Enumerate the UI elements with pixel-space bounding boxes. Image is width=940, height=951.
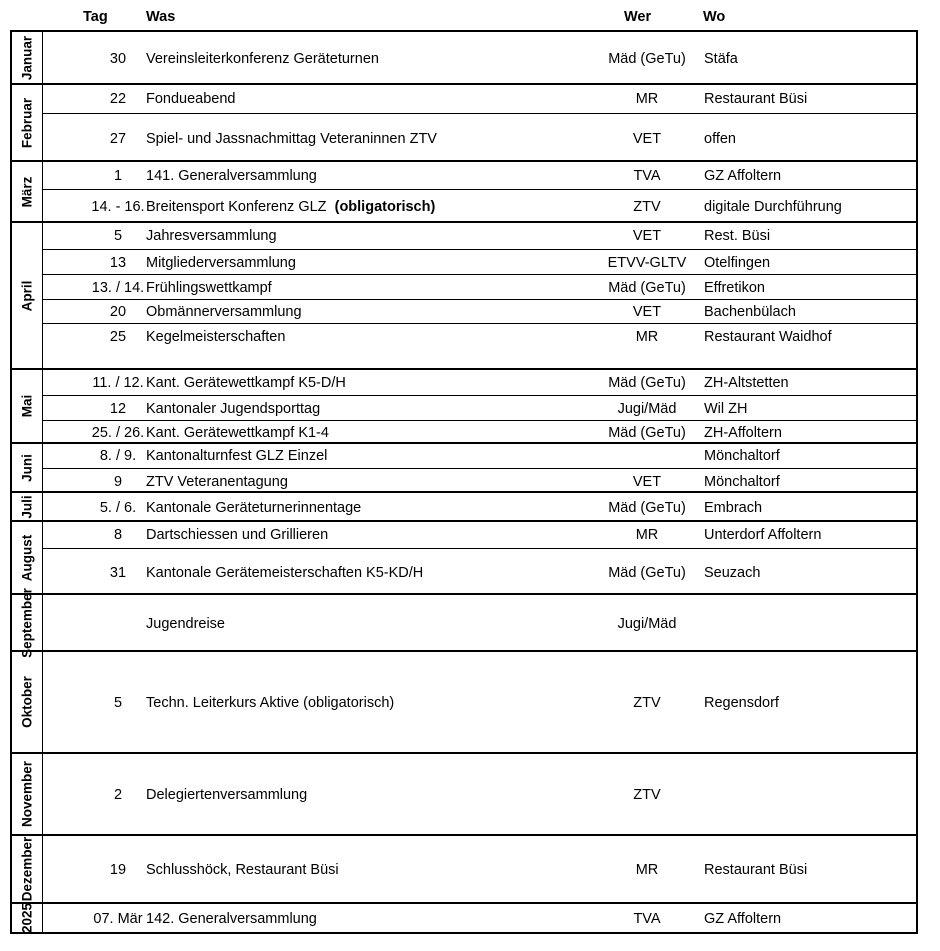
month-label xyxy=(12,836,43,902)
cell-tag: 22 xyxy=(109,91,127,107)
cell-wer: ZTV xyxy=(633,199,661,215)
cell-wer: ZTV xyxy=(633,787,661,803)
cell-wer: MR xyxy=(635,862,659,878)
cell-was: Frühlingswettkampf xyxy=(146,279,272,296)
cell-wo: Seuzach xyxy=(704,564,761,581)
cell-was: Fondueabend xyxy=(146,91,236,107)
cell-wo: Regensdorf xyxy=(704,695,779,711)
cell-tag: 1 xyxy=(113,167,123,184)
cell-wer: Mäd (GeTu) xyxy=(608,499,686,516)
month-label xyxy=(12,754,43,834)
cell-was xyxy=(146,199,435,215)
month-label xyxy=(12,85,43,160)
table-row xyxy=(42,493,916,522)
cell-was: Kant. Gerätewettkampf K1-4 xyxy=(146,425,329,441)
cell-was: 142. Generalversammlung xyxy=(146,911,317,927)
table-row xyxy=(42,113,916,163)
cell-wer: Mäd (GeTu) xyxy=(608,374,686,391)
cell-wer: ETVV-GLTV xyxy=(607,254,687,271)
cell-was-text: Breitensport Konferenz GLZ xyxy=(146,199,327,215)
table-row xyxy=(42,754,916,836)
cell-was: Kantonalturnfest GLZ Einzel xyxy=(146,448,328,464)
cell-was: Kegelmeisterschaften xyxy=(146,328,286,345)
month-block xyxy=(10,221,918,368)
table-row xyxy=(42,189,916,224)
cell-was: ZTV Veteranentagung xyxy=(146,473,288,490)
month-name: Dezember xyxy=(19,836,35,902)
header-wer: Wer xyxy=(624,9,652,25)
cell-wo: Restaurant Waidhof xyxy=(704,328,832,345)
cell-wer: TVA xyxy=(633,167,661,184)
cell-wer: TVA xyxy=(633,911,661,927)
month-label xyxy=(12,444,43,491)
cell-wo: Otelfingen xyxy=(704,254,771,271)
cell-was: Delegiertenversammlung xyxy=(146,787,308,803)
cell-wo: ZH-Affoltern xyxy=(704,425,782,441)
cell-wo: GZ Affoltern xyxy=(704,167,782,184)
table-row xyxy=(42,444,916,468)
cell-was: Jugendreise xyxy=(146,615,225,632)
cell-wer: Mäd (GeTu) xyxy=(608,425,686,441)
cell-tag: 5 xyxy=(113,695,123,711)
cell-was: Mitgliederversammlung xyxy=(146,254,296,271)
month-name: Oktober xyxy=(19,676,35,728)
month-block xyxy=(10,83,918,160)
cell-was: Vereinsleiterkonferenz Geräteturnen xyxy=(146,50,379,67)
month-name: 2025 xyxy=(19,902,35,934)
month-name: Juni xyxy=(19,453,35,482)
table-header xyxy=(0,0,940,30)
cell-tag: 25 xyxy=(109,328,127,345)
cell-tag: 14. - 16. xyxy=(91,199,145,215)
header-tag: Tag xyxy=(83,9,108,25)
month-block xyxy=(10,650,918,752)
cell-was: Techn. Leiterkurs Aktive (obligatorisch) xyxy=(146,695,395,711)
cell-was: Kant. Gerätewettkampf K5-D/H xyxy=(146,374,346,391)
cell-wo: Mönchaltorf xyxy=(704,473,780,490)
cell-wo: Embrach xyxy=(704,499,763,516)
month-name: September xyxy=(19,587,35,658)
cell-tag: 5. / 6. xyxy=(99,499,137,516)
table-row xyxy=(42,652,916,754)
month-block xyxy=(10,834,918,902)
cell-wer: ZTV xyxy=(633,695,661,711)
cell-was: 141. Generalversammlung xyxy=(146,167,317,184)
table-row xyxy=(42,299,916,324)
cell-was: Kantonale Geräteturnerinnentage xyxy=(146,499,362,516)
cell-tag: 9 xyxy=(113,473,123,490)
table-row xyxy=(42,395,916,421)
cell-was-emphasis: (obligatorisch) xyxy=(334,199,436,215)
cell-tag: 13 xyxy=(109,254,127,271)
table-row xyxy=(42,836,916,904)
cell-tag: 25. / 26. xyxy=(91,425,145,441)
month-block xyxy=(10,752,918,834)
cell-was: Schlusshöck, Restaurant Büsi xyxy=(146,862,339,878)
month-name: Juli xyxy=(19,494,35,519)
cell-was: Kantonale Gerätemeisterschaften K5-KD/H xyxy=(146,564,424,581)
table-row xyxy=(42,370,916,395)
table-row xyxy=(42,162,916,189)
header-was: Was xyxy=(146,9,176,25)
cell-wo: offen xyxy=(704,130,736,147)
cell-tag: 07. Mär xyxy=(93,911,143,927)
event-table xyxy=(10,30,918,932)
table-row xyxy=(42,32,916,85)
cell-wer: Mäd (GeTu) xyxy=(608,564,686,581)
month-block xyxy=(10,160,918,221)
cell-tag: 20 xyxy=(109,304,127,320)
cell-tag: 19 xyxy=(109,862,127,878)
table-row xyxy=(42,323,916,349)
month-name: Februar xyxy=(19,97,35,148)
month-block xyxy=(10,520,918,593)
month-name: November xyxy=(19,760,35,828)
cell-wo: ZH-Altstetten xyxy=(704,374,789,391)
cell-tag: 31 xyxy=(109,564,127,581)
table-row xyxy=(42,249,916,275)
cell-wer: MR xyxy=(635,91,659,107)
cell-wo: Mönchaltorf xyxy=(704,448,780,464)
month-name: April xyxy=(19,280,35,311)
table-row xyxy=(42,223,916,249)
cell-wo: Unterdorf Affoltern xyxy=(704,527,822,543)
cell-was: Kantonaler Jugendsporttag xyxy=(146,400,321,417)
month-name: August xyxy=(19,534,35,581)
month-name: Januar xyxy=(19,35,35,80)
cell-wer: Mäd (GeTu) xyxy=(608,50,686,67)
month-name: März xyxy=(19,176,35,207)
cell-tag: 2 xyxy=(113,787,123,803)
cell-wo: Bachenbülach xyxy=(704,304,796,320)
cell-tag: 27 xyxy=(109,130,127,147)
cell-wo: digitale Durchführung xyxy=(704,199,842,215)
table-row xyxy=(42,548,916,596)
cell-wo: Rest. Büsi xyxy=(704,228,771,244)
month-label xyxy=(12,652,43,752)
table-row xyxy=(42,904,916,934)
cell-wer: MR xyxy=(635,328,659,345)
cell-was: Obmännerversammlung xyxy=(146,304,302,320)
cell-wer: VET xyxy=(632,130,662,147)
cell-wer: VET xyxy=(632,304,662,320)
cell-wer: Mäd (GeTu) xyxy=(608,279,686,296)
month-label xyxy=(12,223,43,368)
month-name: Mai xyxy=(19,394,35,418)
month-label xyxy=(12,904,43,932)
cell-was: Dartschiessen und Grillieren xyxy=(146,527,329,543)
table-row xyxy=(42,522,916,548)
month-block xyxy=(10,368,918,442)
month-label xyxy=(12,370,43,442)
header-wo: Wo xyxy=(703,9,726,25)
month-block xyxy=(10,902,918,934)
cell-wer: Jugi/Mäd xyxy=(617,400,677,417)
month-block xyxy=(10,587,918,658)
cell-wer: VET xyxy=(632,473,662,490)
cell-tag: 8. / 9. xyxy=(99,448,137,464)
cell-tag: 5 xyxy=(113,228,123,244)
cell-wer: VET xyxy=(632,228,662,244)
cell-wo: Wil ZH xyxy=(704,400,748,417)
table-row xyxy=(42,85,916,113)
table-row xyxy=(42,274,916,300)
cell-wer: MR xyxy=(635,527,659,543)
month-label xyxy=(12,493,43,520)
cell-tag: 30 xyxy=(109,50,127,67)
cell-wo: Restaurant Büsi xyxy=(704,862,808,878)
month-block xyxy=(10,30,918,83)
cell-wer: Jugi/Mäd xyxy=(617,615,677,632)
cell-tag: 13. / 14. xyxy=(91,279,145,296)
cell-was: Jahresversammlung xyxy=(146,228,277,244)
month-label xyxy=(12,587,43,658)
cell-tag: 8 xyxy=(113,527,123,543)
cell-wo: GZ Affoltern xyxy=(704,911,782,927)
month-block xyxy=(10,442,918,491)
table-row xyxy=(42,595,916,652)
cell-tag: 12 xyxy=(109,400,127,417)
month-label xyxy=(12,32,43,83)
cell-tag: 11. / 12. xyxy=(92,374,144,391)
cell-wo: Stäfa xyxy=(704,50,738,67)
cell-wo: Effretikon xyxy=(704,279,765,296)
month-block xyxy=(10,491,918,520)
cell-was: Spiel- und Jassnachmittag Veteraninnen ZTV xyxy=(146,130,437,147)
month-label xyxy=(12,162,43,221)
month-label xyxy=(12,522,43,593)
cell-wo: Restaurant Büsi xyxy=(704,91,808,107)
